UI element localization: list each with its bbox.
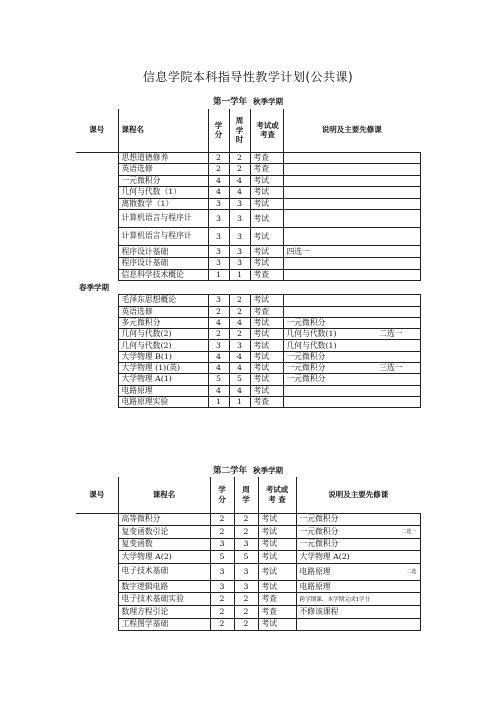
course-name-cell: 几何与代数（1）: [118, 187, 208, 199]
elective-choice-note: 二选一: [401, 528, 417, 535]
course-hours-cell: 2: [229, 164, 250, 176]
course-credit-cell: 2: [208, 306, 229, 317]
table-row: [76, 396, 420, 407]
year1-term-label: 秋季学期: [253, 97, 283, 106]
course-code-cell: [76, 210, 118, 228]
prereq-text: 几何与代数(1): [286, 340, 337, 350]
table-row: [76, 187, 420, 199]
elective-choice-note: 二选: [406, 568, 417, 575]
header-exam: 考试或考 查: [258, 477, 296, 513]
course-name-cell: 大学物理 A(2): [118, 551, 210, 564]
header-hours: 周学: [234, 477, 258, 513]
course-note-cell: [283, 258, 420, 270]
course-code-cell: [76, 246, 118, 258]
prereq-text: 电路原理: [299, 581, 331, 591]
year2-term-label: 秋季学期: [253, 466, 283, 475]
course-exam-cell: 考查: [250, 164, 283, 176]
course-exam-cell: 考试: [258, 618, 296, 631]
table-row: [76, 374, 420, 385]
year1-heading: [0, 95, 496, 107]
course-code-cell: [76, 269, 118, 281]
prereq-text: 四选一: [286, 246, 310, 256]
course-name-cell: 电路原理实验: [118, 396, 208, 407]
course-note-cell: [283, 295, 420, 306]
course-exam-cell: 考试: [250, 329, 283, 340]
course-credit-cell: 3: [210, 563, 234, 580]
course-code-cell: [76, 396, 118, 407]
table-row: [76, 164, 420, 176]
course-exam-cell: 考试: [250, 295, 283, 306]
course-hours-cell: 3: [229, 340, 250, 351]
table-row: [76, 175, 420, 187]
header-note: 说明及主要先修课: [283, 109, 420, 152]
course-credit-cell: 5: [210, 551, 234, 564]
course-name-cell: 电路原理: [118, 385, 208, 396]
course-exam-cell: 考试: [250, 187, 283, 199]
course-note-cell: [283, 385, 420, 396]
course-note-cell: [283, 374, 420, 385]
course-exam-cell: 考试: [250, 258, 283, 270]
course-code-cell: [76, 228, 118, 246]
course-hours-cell: 1: [229, 396, 250, 407]
course-hours-cell: 2: [229, 306, 250, 317]
prereq-text: 大学物理 A(2): [299, 551, 350, 561]
course-exam-cell: 考查: [250, 152, 283, 164]
course-name-cell: 复变函数引论: [118, 526, 210, 539]
course-code-cell: [76, 606, 118, 619]
course-name-cell: 大学物理 B(1): [118, 351, 208, 362]
table-row: [76, 246, 420, 258]
course-code-cell: [76, 538, 118, 551]
elective-choice-note: 三选一: [379, 363, 403, 373]
course-name-cell: 程序设计基础: [118, 246, 208, 258]
prereq-text: 一元微积分: [286, 351, 326, 361]
course-exam-cell: 考查: [258, 593, 296, 606]
course-hours-cell: 2: [234, 618, 258, 631]
course-code-cell: [76, 164, 118, 176]
course-credit-cell: 4: [208, 351, 229, 362]
course-credit-cell: 3: [208, 340, 229, 351]
course-note-cell: [283, 329, 420, 340]
course-note-cell: [283, 351, 420, 362]
course-note-cell: [296, 618, 420, 631]
course-exam-cell: 考试: [250, 228, 283, 246]
course-hours-cell: 3: [229, 198, 250, 210]
table-row: [76, 538, 420, 551]
course-name-cell: 离散数学（1）: [118, 198, 208, 210]
course-name-cell: 毛泽东思想概论: [118, 295, 208, 306]
course-note-cell: [283, 152, 420, 164]
table-row: [76, 363, 420, 374]
course-name-cell: 数理方程引论: [118, 606, 210, 619]
course-credit-cell: 2: [208, 164, 229, 176]
course-exam-cell: 考试: [250, 175, 283, 187]
course-credit-cell: 3: [208, 228, 229, 246]
course-note-cell: [283, 228, 420, 246]
course-name-cell: 大学物理 (1)(英): [118, 363, 208, 374]
course-code-cell: [76, 526, 118, 539]
course-credit-cell: 2: [208, 329, 229, 340]
course-hours-cell: 4: [229, 317, 250, 328]
course-hours-cell: 3: [234, 538, 258, 551]
table-row: [76, 580, 420, 593]
course-hours-cell: 3: [229, 210, 250, 228]
course-code-cell: [76, 385, 118, 396]
course-code-cell: [76, 340, 118, 351]
course-code-cell: [76, 295, 118, 306]
course-code-cell: [76, 618, 118, 631]
course-exam-cell: 考试: [250, 246, 283, 258]
course-code-cell: [76, 363, 118, 374]
course-exam-cell: 考查: [250, 269, 283, 281]
course-note-cell: [283, 396, 420, 407]
course-credit-cell: 4: [208, 187, 229, 199]
course-hours-cell: 2: [229, 295, 250, 306]
course-exam-cell: 考查: [250, 396, 283, 407]
course-note-cell: [283, 164, 420, 176]
table-row: [76, 269, 420, 281]
year2-heading-label: 第二学年: [212, 466, 247, 476]
table-row: [76, 198, 420, 210]
year2-heading: [0, 464, 496, 476]
course-exam-cell: 考试: [250, 317, 283, 328]
course-credit-cell: 3: [208, 295, 229, 306]
course-note-cell: [296, 551, 420, 564]
course-exam-cell: 考试: [258, 538, 296, 551]
course-credit-cell: 1: [208, 396, 229, 407]
course-exam-cell: 考试: [258, 526, 296, 539]
course-hours-cell: 2: [229, 329, 250, 340]
course-name-cell: 信息科学技术概论: [118, 269, 208, 281]
table-row: [76, 513, 420, 526]
course-name-cell: 几何与代数(2): [118, 329, 208, 340]
course-code-cell: [76, 152, 118, 164]
course-hours-cell: 2: [234, 606, 258, 619]
header-exam: 考试或考查: [250, 109, 283, 152]
prereq-text: 一元微积分: [299, 514, 339, 524]
course-note-cell: [296, 513, 420, 526]
header-credit: 学分: [208, 109, 229, 152]
course-exam-cell: 考查: [250, 306, 283, 317]
course-name-cell: 工程图学基础: [118, 618, 210, 631]
course-hours-cell: 4: [229, 175, 250, 187]
course-code-cell: [76, 580, 118, 593]
year2-course-table: [76, 477, 421, 631]
prereq-text: 一元微积分: [299, 526, 339, 536]
course-note-cell: [296, 606, 420, 619]
course-note-cell: [283, 363, 420, 374]
course-exam-cell: 考试: [250, 210, 283, 228]
course-code-cell: [76, 198, 118, 210]
course-credit-cell: 2: [210, 618, 234, 631]
course-name-cell: 电子技术基础实验: [118, 593, 210, 606]
course-hours-cell: 3: [229, 246, 250, 258]
course-hours-cell: 3: [229, 228, 250, 246]
course-code-cell: [76, 258, 118, 270]
course-credit-cell: 3: [210, 580, 234, 593]
course-hours-cell: 4: [229, 187, 250, 199]
course-credit-cell: 3: [208, 210, 229, 228]
course-exam-cell: 考试: [250, 385, 283, 396]
course-exam-cell: 考试: [250, 374, 283, 385]
course-name-cell: 计算机语言与程序计: [118, 210, 208, 228]
course-name-cell: 一元微积分: [118, 175, 208, 187]
course-code-cell: [76, 329, 118, 340]
course-exam-cell: 考试: [258, 563, 296, 580]
year1-course-table: [76, 109, 421, 408]
course-hours-cell: 2: [229, 152, 250, 164]
table-row: [76, 329, 420, 340]
prereq-text: 一元微积分: [299, 539, 339, 549]
prereq-text: 跨学期课、本学期完成1学分: [299, 596, 371, 603]
course-name-cell: 思想道德修养: [118, 152, 208, 164]
course-name-cell: 高等微积分: [118, 513, 210, 526]
course-credit-cell: 2: [210, 513, 234, 526]
course-hours-cell: 4: [229, 385, 250, 396]
spring-label-row: [76, 281, 420, 295]
table-row: [76, 526, 420, 539]
header-name: 课程名: [118, 477, 210, 513]
course-code-cell: [76, 513, 118, 526]
course-hours-cell: 5: [234, 551, 258, 564]
header-credit: 学分: [210, 477, 234, 513]
course-credit-cell: 4: [208, 175, 229, 187]
course-exam-cell: 考试: [250, 340, 283, 351]
course-note-cell: [283, 317, 420, 328]
header-hours: 周学时: [229, 109, 250, 152]
prereq-text: 几何与代数(1): [286, 329, 337, 339]
prereq-text: 不修该课程: [299, 606, 339, 616]
course-name-cell: 计算机语言与程序计: [118, 228, 208, 246]
course-credit-cell: 2: [210, 526, 234, 539]
prereq-text: 一元微积分: [286, 317, 326, 327]
year1-heading-label: 第一学年: [212, 97, 247, 107]
course-exam-cell: 考试: [250, 198, 283, 210]
course-exam-cell: 考试: [250, 351, 283, 362]
course-name-cell: 电子技术基础: [118, 563, 210, 580]
course-hours-cell: 1: [229, 269, 250, 281]
course-exam-cell: 考试: [258, 551, 296, 564]
table-row: [76, 210, 420, 228]
course-code-cell: [76, 306, 118, 317]
course-note-cell: [296, 563, 420, 580]
course-credit-cell: 4: [208, 363, 229, 374]
course-note-cell: [296, 526, 420, 539]
table-row: [76, 340, 420, 351]
table-row: [76, 306, 420, 317]
course-code-cell: [76, 374, 118, 385]
course-credit-cell: 4: [208, 385, 229, 396]
table-header-row: [76, 477, 420, 513]
course-note-cell: [296, 593, 420, 606]
course-hours-cell: 2: [234, 526, 258, 539]
header-code: 课号: [76, 477, 118, 513]
course-note-cell: [283, 175, 420, 187]
course-name-cell: 几何与代数(2): [118, 340, 208, 351]
course-credit-cell: 3: [208, 198, 229, 210]
header-note: 说明及主要先修课: [296, 477, 420, 513]
table-row: [76, 152, 420, 164]
course-credit-cell: 2: [208, 152, 229, 164]
table-row: [76, 228, 420, 246]
table-header-row: [76, 109, 420, 152]
course-credit-cell: 1: [208, 269, 229, 281]
course-note-cell: [283, 210, 420, 228]
course-code-cell: [76, 551, 118, 564]
course-code-cell: [76, 187, 118, 199]
table-row: [76, 563, 420, 580]
course-exam-cell: 考试: [250, 363, 283, 374]
table-row: [76, 258, 420, 270]
spring-term-label: 春季学期: [79, 282, 109, 292]
course-hours-cell: 4: [229, 351, 250, 362]
table-row: [76, 317, 420, 328]
course-code-cell: [76, 563, 118, 580]
table-row: [76, 385, 420, 396]
course-code-cell: [76, 175, 118, 187]
course-credit-cell: 2: [210, 593, 234, 606]
elective-choice-note: 二选一: [379, 329, 403, 339]
table-row: [76, 295, 420, 306]
course-note-cell: [283, 246, 420, 258]
course-name-cell: 复变函数: [118, 538, 210, 551]
header-code: 课号: [76, 109, 118, 152]
table-row: [76, 351, 420, 362]
course-exam-cell: 考试: [258, 580, 296, 593]
course-note-cell: [296, 538, 420, 551]
course-code-cell: [76, 593, 118, 606]
course-note-cell: [296, 580, 420, 593]
course-name-cell: 数字逻辑电路: [118, 580, 210, 593]
course-name-cell: 多元微积分: [118, 317, 208, 328]
prereq-text: 一元微积分: [286, 363, 326, 373]
course-hours-cell: 4: [229, 363, 250, 374]
course-note-cell: [283, 269, 420, 281]
course-name-cell: 英语选修: [118, 164, 208, 176]
course-hours-cell: 3: [234, 563, 258, 580]
course-exam-cell: 考试: [258, 513, 296, 526]
course-credit-cell: 2: [210, 606, 234, 619]
course-name-cell: 英语选修: [118, 306, 208, 317]
course-code-cell: [76, 351, 118, 362]
header-name: 课程名: [118, 109, 208, 152]
table-row: [76, 551, 420, 564]
course-name-cell: 大学物理 A(1): [118, 374, 208, 385]
course-name-cell: 程序设计基础: [118, 258, 208, 270]
course-credit-cell: 3: [208, 246, 229, 258]
table-row: [76, 618, 420, 631]
course-note-cell: [283, 187, 420, 199]
course-code-cell: [76, 317, 118, 328]
table-row: [76, 606, 420, 619]
course-credit-cell: 4: [208, 317, 229, 328]
course-note-cell: [283, 198, 420, 210]
course-exam-cell: 考查: [258, 606, 296, 619]
course-hours-cell: 3: [229, 258, 250, 270]
course-credit-cell: 3: [208, 258, 229, 270]
course-hours-cell: 2: [234, 513, 258, 526]
course-hours-cell: 3: [234, 580, 258, 593]
course-credit-cell: 5: [208, 374, 229, 385]
table-row: [76, 593, 420, 606]
course-note-cell: [283, 306, 420, 317]
course-credit-cell: 3: [210, 538, 234, 551]
prereq-text: 电路原理: [299, 566, 331, 576]
course-hours-cell: 2: [234, 593, 258, 606]
page-title: 信息学院本科指导性教学计划(公共课): [142, 70, 354, 84]
prereq-text: 一元微积分: [286, 374, 326, 384]
course-note-cell: [283, 340, 420, 351]
course-hours-cell: 5: [229, 374, 250, 385]
